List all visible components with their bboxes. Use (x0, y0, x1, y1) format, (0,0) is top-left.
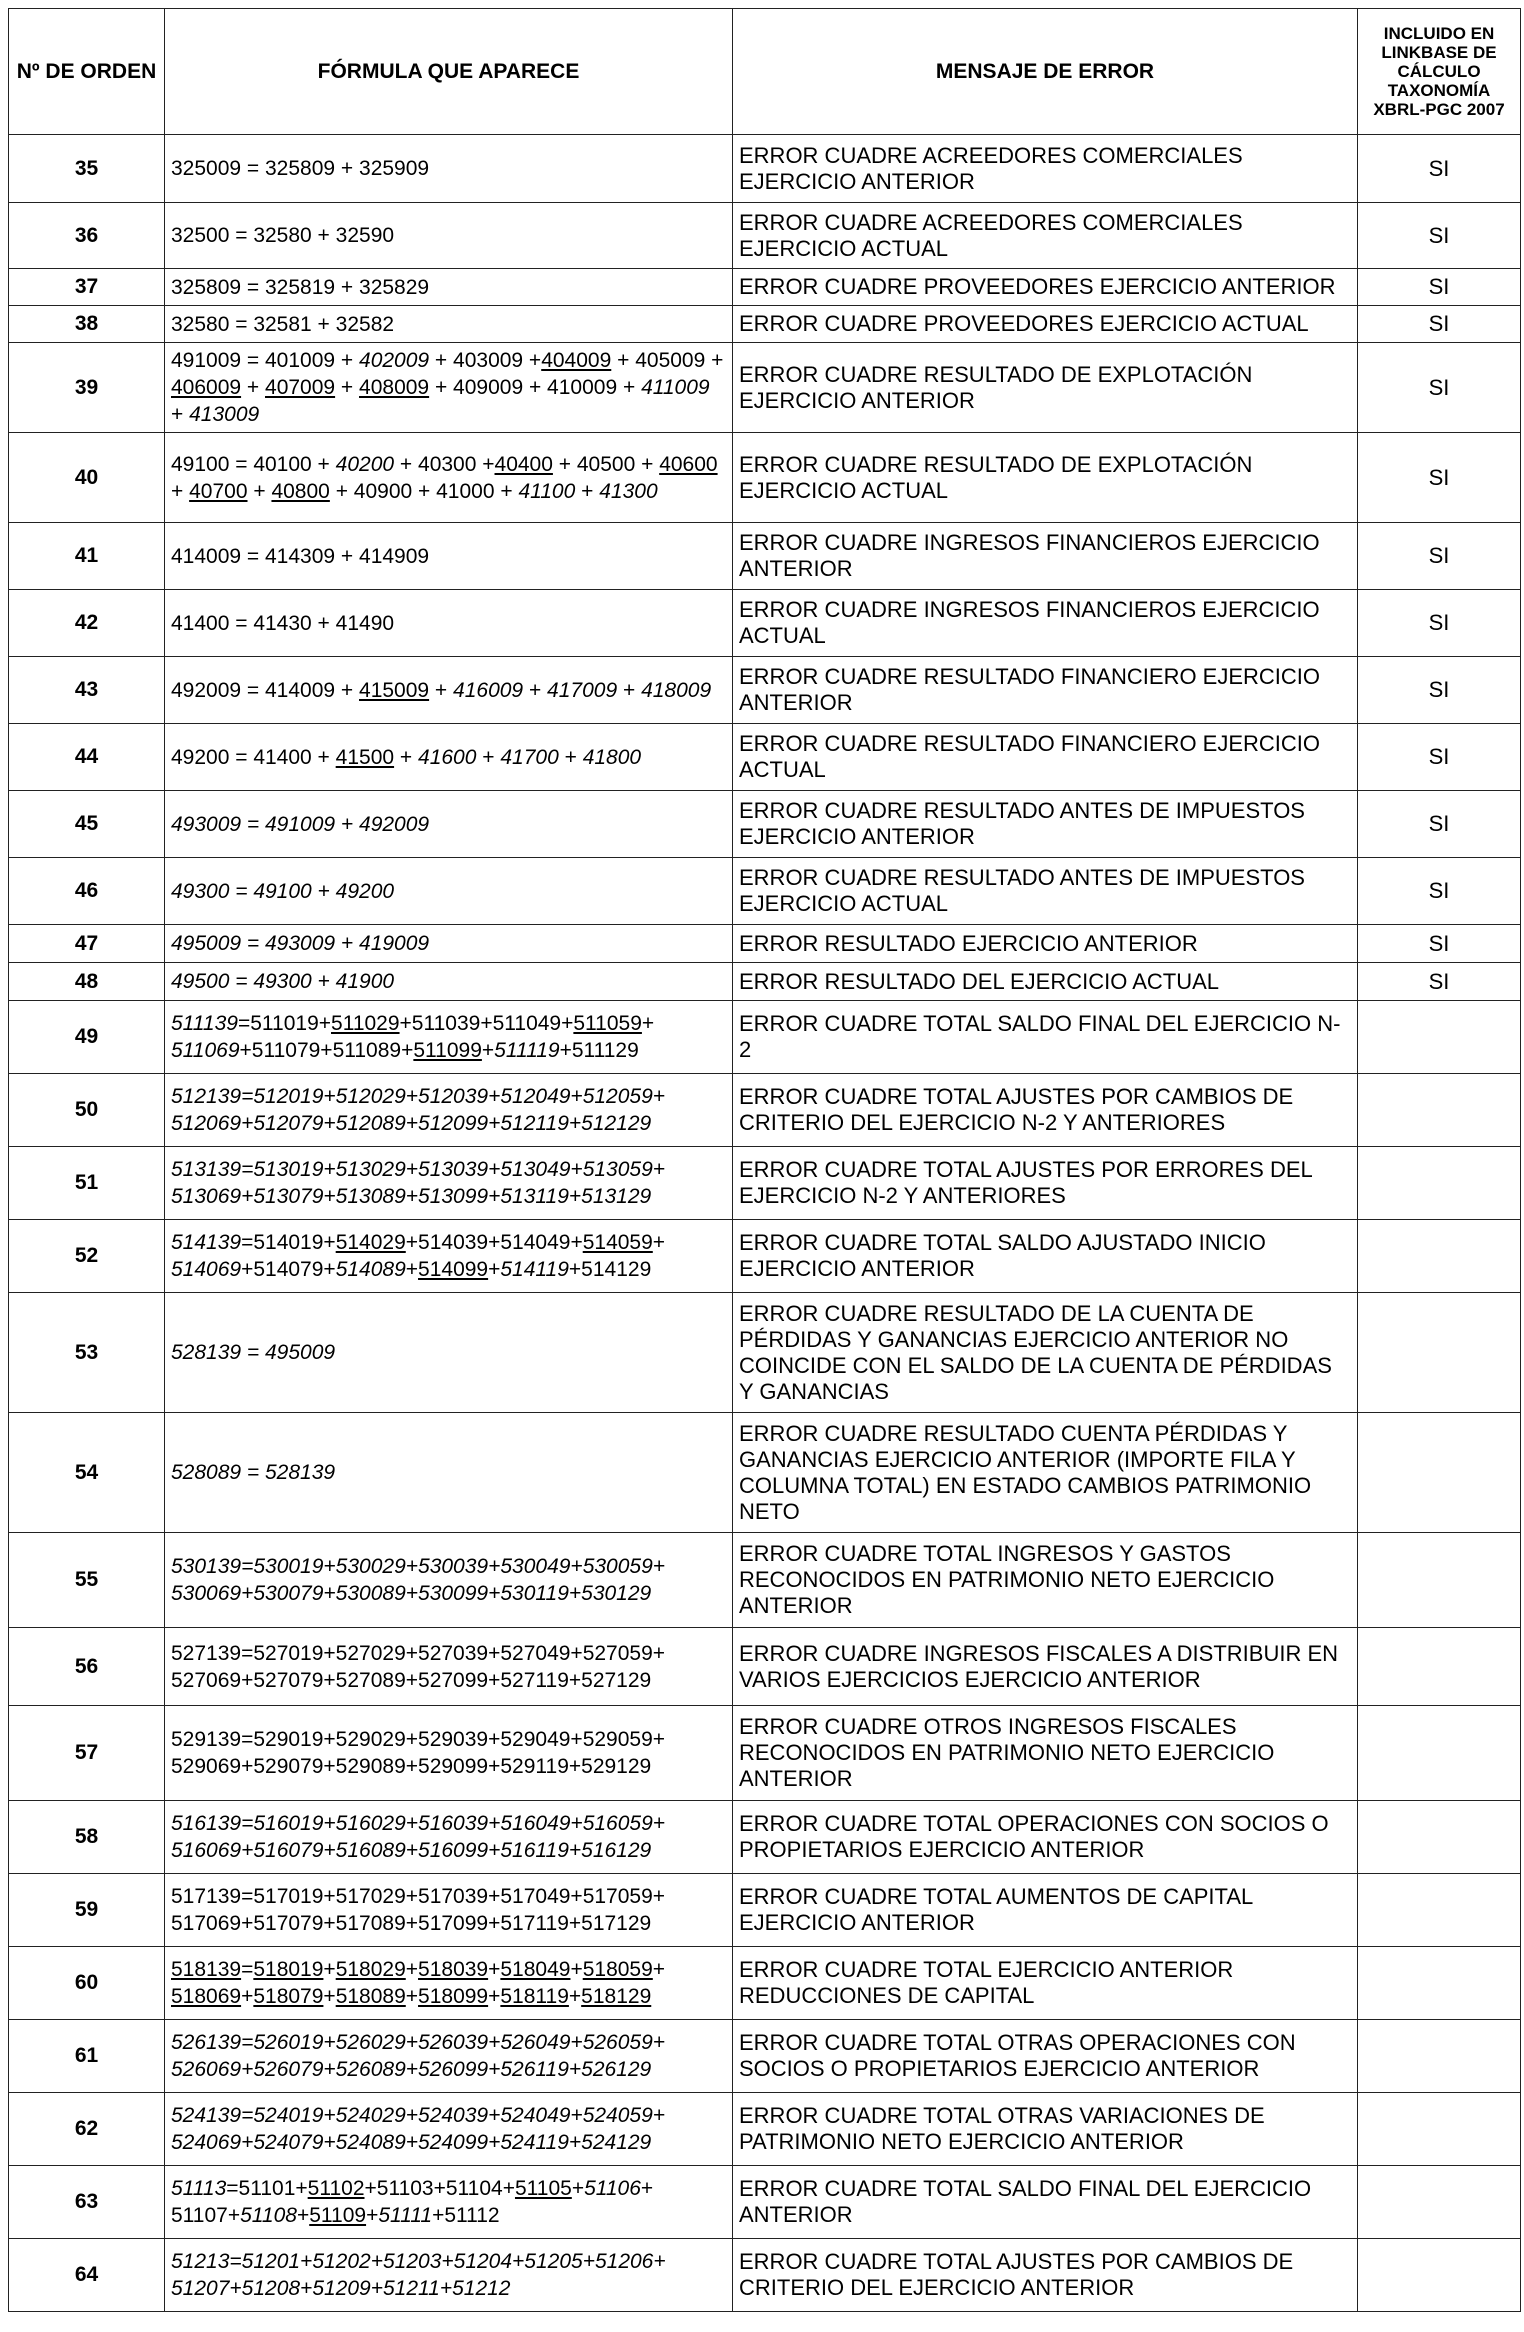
error-message: ERROR CUADRE RESULTADO DE LA CUENTA DE PÉRDIDAS Y GANANCIAS EJERCICIO ANTERIOR NO COINCIDE CON EL SALDO DE LA CUENTA DE PÉRDIDAS Y GANANCIAS (733, 1293, 1358, 1413)
error-message: ERROR CUADRE TOTAL AJUSTES POR CAMBIOS DE CRITERIO DEL EJERCICIO N-2 Y ANTERIORES (733, 1074, 1358, 1147)
order-number: 55 (9, 1533, 165, 1628)
table-row (9, 1947, 1521, 2020)
formula-segment: 516139=516019+516029+516039+516049+516059+ 516069+516079+516089+516099+516119+516129 (171, 1812, 666, 1862)
formula-segment: 511069 (171, 1039, 240, 1062)
formula-cell (165, 203, 733, 269)
formula-segment: + (366, 2204, 379, 2227)
formula-segment: 518119 (500, 1985, 569, 2008)
formula-cell (165, 2093, 733, 2166)
formula-cell (165, 657, 733, 724)
formula-cell (165, 1706, 733, 1801)
formula-segment: +514039+514049+ (405, 1231, 583, 1254)
error-message: ERROR CUADRE INGRESOS FINANCIEROS EJERCICIO ANTERIOR (733, 523, 1358, 590)
formula-cell (165, 1147, 733, 1220)
formula-segment: 406009 (171, 376, 242, 399)
formula-segment: 40700 (189, 479, 248, 503)
error-message: ERROR RESULTADO DEL EJERCICIO ACTUAL (733, 963, 1358, 1001)
order-number: 64 (9, 2239, 165, 2312)
included-flag: SI (1358, 858, 1521, 925)
order-number: 40 (9, 433, 165, 523)
included-flag: SI (1358, 925, 1521, 963)
formula-cell (165, 1628, 733, 1706)
order-number: 42 (9, 590, 165, 657)
table-row (9, 135, 1521, 203)
table-row (9, 1874, 1521, 1947)
order-number: 49 (9, 1001, 165, 1074)
formula-segment: 411009 (641, 376, 710, 399)
formula-segment: 518029 (335, 1958, 406, 1981)
header-formula: FÓRMULA QUE APARECE (165, 9, 733, 135)
formula-segment: 51106 (584, 2177, 641, 2200)
table-row (9, 2020, 1521, 2093)
error-message: ERROR RESULTADO EJERCICIO ANTERIOR (733, 925, 1358, 963)
table-row (9, 1001, 1521, 1074)
header-mensaje: MENSAJE DE ERROR (733, 9, 1358, 135)
formula-segment: 518049 (500, 1958, 571, 1981)
formula-segment: + (296, 2204, 310, 2227)
included-flag (1358, 1801, 1521, 1874)
table-row (9, 858, 1521, 925)
formula-segment: + (568, 1985, 582, 2008)
included-flag: SI (1358, 433, 1521, 523)
table-row (9, 1074, 1521, 1147)
order-number: 44 (9, 724, 165, 791)
table-row (9, 269, 1521, 306)
formula-cell (165, 343, 733, 433)
formula-segment: 514029 (335, 1231, 406, 1254)
included-flag (1358, 2239, 1521, 2312)
formula-segment: 511099 (413, 1039, 482, 1062)
formula-segment: 528139 = 495009 (171, 1341, 336, 1364)
formula-segment: + (323, 1958, 336, 1981)
included-flag: SI (1358, 306, 1521, 343)
table-row (9, 1413, 1521, 1533)
included-flag: SI (1358, 523, 1521, 590)
formula-segment: + (394, 745, 419, 769)
order-number: 50 (9, 1074, 165, 1147)
formula-segment: +514079+ (241, 1258, 336, 1281)
formula-segment: + (652, 1231, 666, 1254)
formula-segment: + 409009 + 410009 + (429, 376, 642, 399)
formula-segment: =511019+ (237, 1012, 332, 1035)
formula-segment: + (429, 678, 454, 702)
included-flag: SI (1358, 269, 1521, 306)
included-flag (1358, 1947, 1521, 2020)
formula-segment: 49200 = 41400 + (171, 745, 336, 769)
formula-segment: 40200 (335, 452, 395, 476)
formula-segment: + 40500 + (552, 452, 660, 476)
formula-cell (165, 1001, 733, 1074)
table-row (9, 2239, 1521, 2312)
error-message: ERROR CUADRE OTROS INGRESOS FISCALES RECONOCIDOS EN PATRIMONIO NETO EJERCICIO ANTERIOR (733, 1706, 1358, 1801)
formula-segment: 416009 (453, 678, 524, 702)
error-message: ERROR CUADRE TOTAL AUMENTOS DE CAPITAL EJERCICIO ANTERIOR (733, 1874, 1358, 1947)
formula-segment: 407009 (265, 376, 336, 399)
included-flag (1358, 1074, 1521, 1147)
formula-segment: + (405, 1258, 419, 1281)
formula-segment: 49100 = 40100 + (171, 452, 336, 476)
included-flag (1358, 2020, 1521, 2093)
formula-segment: 511139 (171, 1012, 238, 1035)
order-number: 35 (9, 135, 165, 203)
formula-segment: 51213=51201+51202+51203+51204+51205+51206+ 51207+51208+51209+51211+51212 (171, 2250, 666, 2300)
formula-segment: 518079 (253, 1985, 324, 2008)
formula-cell (165, 135, 733, 203)
included-flag: SI (1358, 724, 1521, 791)
formula-segment: 51109 (309, 2204, 367, 2227)
formula-segment: 526139=526019+526029+526039+526049+526059+ 526069+526079+526089+526099+526119+526129 (171, 2031, 666, 2081)
table-row (9, 963, 1521, 1001)
included-flag: SI (1358, 343, 1521, 433)
formula-segment: 514139 (171, 1231, 242, 1254)
formula-segment: 514069 (171, 1258, 242, 1281)
order-number: 36 (9, 203, 165, 269)
formula-segment: 32580 = 32581 + 32582 (171, 312, 395, 336)
formula-segment: 414009 = 414309 + 414909 (171, 544, 430, 568)
formula-cell (165, 963, 733, 1001)
formula-segment: 413009 (189, 403, 260, 426)
formula-cell (165, 1947, 733, 2020)
order-number: 45 (9, 791, 165, 858)
formula-segment: + (171, 479, 190, 503)
order-number: 48 (9, 963, 165, 1001)
formula-segment: +511039+511049+ (399, 1012, 574, 1035)
table-row (9, 1147, 1521, 1220)
formula-segment: 41100 (518, 479, 576, 503)
order-number: 60 (9, 1947, 165, 2020)
formula-segment: 40400 (494, 452, 553, 476)
formula-cell (165, 590, 733, 657)
formula-segment: + (488, 1258, 501, 1281)
included-flag: SI (1358, 203, 1521, 269)
formula-segment: + (617, 678, 642, 702)
formula-segment: 518069 (171, 1985, 242, 2008)
formula-segment: + (476, 745, 501, 769)
formula-cell (165, 306, 733, 343)
formula-segment: 518039 (418, 1958, 489, 1981)
order-number: 56 (9, 1628, 165, 1706)
included-flag (1358, 1001, 1521, 1074)
included-flag (1358, 2093, 1521, 2166)
error-message: ERROR CUADRE PROVEEDORES EJERCICIO ACTUAL (733, 306, 1358, 343)
formula-segment: 518059 (582, 1958, 653, 1981)
formula-segment: +51103+51104+ (364, 2177, 515, 2200)
error-message: ERROR CUADRE TOTAL AJUSTES POR ERRORES DEL EJERCICIO N-2 Y ANTERIORES (733, 1147, 1358, 1220)
formula-segment: 514059 (582, 1231, 653, 1254)
formula-segment: 41300 (599, 479, 658, 503)
error-message: ERROR CUADRE TOTAL SALDO AJUSTADO INICIO EJERCICIO ANTERIOR (733, 1220, 1358, 1293)
table-row (9, 925, 1521, 963)
included-flag: SI (1358, 657, 1521, 724)
formula-segment: 41800 (582, 745, 642, 769)
formula-segment: 518019 (253, 1958, 324, 1981)
formula-segment: 518089 (335, 1985, 406, 2008)
formula-segment: =51101+ (226, 2177, 308, 2200)
order-number: 59 (9, 1874, 165, 1947)
formula-cell (165, 1293, 733, 1413)
formula-segment: + (335, 376, 360, 399)
included-flag (1358, 1293, 1521, 1413)
formula-segment: 51111 (378, 2204, 433, 2227)
formula-segment: 512139=512019+512029+512039+512049+512059+ 512069+512079+512089+512099+512119+512129 (171, 1085, 666, 1135)
formula-cell (165, 2239, 733, 2312)
error-message: ERROR CUADRE RESULTADO ANTES DE IMPUESTOS EJERCICIO ACTUAL (733, 858, 1358, 925)
formula-segment: + (641, 1012, 655, 1035)
included-flag (1358, 1628, 1521, 1706)
formula-segment: + 405009 + (611, 349, 724, 372)
formula-segment: 517139=517019+517029+517039+517049+517059+ 517069+517079+517089+517099+517119+517129 (171, 1885, 666, 1935)
order-number: 46 (9, 858, 165, 925)
formula-segment: + (558, 745, 583, 769)
formula-segment: 492009 = 414009 + (171, 678, 360, 702)
error-message: ERROR CUADRE TOTAL OTRAS OPERACIONES CON SOCIOS O PROPIETARIOS EJERCICIO ANTERIOR (733, 2020, 1358, 2093)
formula-segment: 418009 (641, 678, 712, 702)
order-number: 58 (9, 1801, 165, 1874)
formula-cell (165, 858, 733, 925)
formula-cell (165, 925, 733, 963)
formula-cell (165, 1413, 733, 1533)
formula-cell (165, 1801, 733, 1874)
table-row (9, 657, 1521, 724)
formula-segment: 495009 = 493009 + 419009 (171, 932, 430, 955)
formula-segment: 402009 (359, 349, 430, 372)
formula-segment: 41600 (418, 745, 477, 769)
order-number: 52 (9, 1220, 165, 1293)
formula-segment: +514129 (568, 1258, 652, 1281)
table-row (9, 433, 1521, 523)
formula-segment: 518129 (581, 1985, 652, 2008)
order-number: 57 (9, 1706, 165, 1801)
error-message: ERROR CUADRE RESULTADO DE EXPLOTACIÓN EJERCICIO ANTERIOR (733, 343, 1358, 433)
order-number: 62 (9, 2093, 165, 2166)
order-number: 63 (9, 2166, 165, 2239)
formula-segment: + (481, 1039, 495, 1062)
formula-cell (165, 1533, 733, 1628)
formula-segment: + 40300 + (394, 452, 495, 476)
table-row (9, 1220, 1521, 1293)
formula-segment: 493009 = 491009 + 492009 (171, 812, 430, 836)
error-message: ERROR CUADRE TOTAL SALDO FINAL DEL EJERCICIO ANTERIOR (733, 2166, 1358, 2239)
order-number: 61 (9, 2020, 165, 2093)
formula-segment: 514119 (500, 1258, 569, 1281)
error-message: ERROR CUADRE ACREEDORES COMERCIALES EJERCICIO ANTERIOR (733, 135, 1358, 203)
formula-segment: + (241, 376, 266, 399)
formula-segment: 40800 (271, 479, 330, 503)
error-message: ERROR CUADRE TOTAL AJUSTES POR CAMBIOS DE CRITERIO DEL EJERCICIO ANTERIOR (733, 2239, 1358, 2312)
formula-segment: 530139=530019+530029+530039+530049+530059+ 530069+530079+530089+530099+530119+530129 (171, 1555, 666, 1605)
formula-segment: 513139=513019+513029+513039+513049+513059+ 513069+513079+513089+513099+513119+513129 (171, 1158, 666, 1208)
formula-segment: 40600 (659, 452, 718, 476)
formula-segment: 41400 = 41430 + 41490 (171, 611, 395, 635)
order-number: 41 (9, 523, 165, 590)
order-number: 43 (9, 657, 165, 724)
formula-segment: 49500 = 49300 + 41900 (171, 970, 395, 993)
formula-segment: 51105 (514, 2177, 572, 2200)
formula-segment: + (488, 1958, 501, 1981)
formula-segment: + (570, 1958, 583, 1981)
formula-segment: 32500 = 32580 + 32590 (171, 224, 395, 247)
formula-segment: 325009 = 325809 + 325909 (171, 157, 430, 180)
formula-segment: 518099 (418, 1985, 489, 2008)
formula-segment: 518139 (171, 1958, 242, 1981)
table-row (9, 2166, 1521, 2239)
included-flag: SI (1358, 791, 1521, 858)
formula-segment: 514089 (335, 1258, 406, 1281)
formula-segment: 528089 = 528139 (171, 1461, 336, 1484)
formula-cell (165, 2166, 733, 2239)
formula-segment: 511059 (573, 1012, 642, 1035)
table-body (9, 135, 1521, 2312)
error-message: ERROR CUADRE INGRESOS FINANCIEROS EJERCICIO ACTUAL (733, 590, 1358, 657)
included-flag (1358, 1147, 1521, 1220)
error-message: ERROR CUADRE RESULTADO FINANCIERO EJERCICIO ANTERIOR (733, 657, 1358, 724)
formula-segment: 415009 (359, 678, 430, 702)
order-number: 53 (9, 1293, 165, 1413)
formula-segment: + (247, 479, 272, 503)
formula-segment: + (488, 1985, 501, 2008)
formula-cell (165, 2020, 733, 2093)
included-flag (1358, 1874, 1521, 1947)
included-flag: SI (1358, 963, 1521, 1001)
table-row (9, 1533, 1521, 1628)
table-row (9, 523, 1521, 590)
formula-segment: 51102 (307, 2177, 365, 2200)
order-number: 54 (9, 1413, 165, 1533)
formula-segment: 325809 = 325819 + 325829 (171, 275, 430, 299)
error-message: ERROR CUADRE TOTAL INGRESOS Y GASTOS RECONOCIDOS EN PATRIMONIO NETO EJERCICIO ANTERIOR (733, 1533, 1358, 1628)
formula-cell (165, 1220, 733, 1293)
formula-segment: +511129 (559, 1039, 639, 1062)
formula-cell (165, 523, 733, 590)
formula-cell (165, 433, 733, 523)
formula-segment: 417009 (547, 678, 618, 702)
formula-segment: + (323, 1985, 336, 2008)
order-number: 47 (9, 925, 165, 963)
formula-segment: 524139=524019+524029+524039+524049+524059+ 524069+524079+524089+524099+524119+524129 (171, 2104, 666, 2154)
header-incluido: INCLUIDO EN LINKBASE DE CÁLCULO TAXONOMÍA XBRL-PGC 2007 (1358, 9, 1521, 135)
formula-table (8, 8, 1521, 2312)
error-message: ERROR CUADRE RESULTADO CUENTA PÉRDIDAS Y GANANCIAS EJERCICIO ANTERIOR (IMPORTE FILA Y COLUMNA TOTAL) EN ESTADO CAMBIOS PATRIMONIO NETO (733, 1413, 1358, 1533)
error-message: ERROR CUADRE RESULTADO ANTES DE IMPUESTOS EJERCICIO ANTERIOR (733, 791, 1358, 858)
formula-segment: + 51107+ (171, 2177, 654, 2227)
error-message: ERROR CUADRE RESULTADO DE EXPLOTACIÓN EJERCICIO ACTUAL (733, 433, 1358, 523)
formula-segment: 527139=527019+527029+527039+527049+527059+ 527069+527079+527089+527099+527119+527129 (171, 1641, 666, 1692)
formula-segment: + (405, 1958, 419, 1981)
formula-segment: + (575, 479, 600, 503)
table-row (9, 1801, 1521, 1874)
formula-segment: + (405, 1985, 419, 2008)
table-row (9, 203, 1521, 269)
table-row (9, 1293, 1521, 1413)
formula-segment: 41700 (500, 745, 559, 769)
table-row (9, 306, 1521, 343)
formula-segment: + 403009 + (429, 349, 542, 372)
table-row (9, 724, 1521, 791)
error-message: ERROR CUADRE PROVEEDORES EJERCICIO ANTERIOR (733, 269, 1358, 306)
formula-cell (165, 724, 733, 791)
formula-cell (165, 1074, 733, 1147)
formula-cell (165, 791, 733, 858)
error-message: ERROR CUADRE INGRESOS FISCALES A DISTRIBUIR EN VARIOS EJERCICIOS EJERCICIO ANTERIOR (733, 1628, 1358, 1706)
table-row (9, 590, 1521, 657)
formula-segment: + (241, 1985, 254, 2008)
formula-segment: 51108 (240, 2204, 297, 2227)
error-message: ERROR CUADRE TOTAL OPERACIONES CON SOCIOS O PROPIETARIOS EJERCICIO ANTERIOR (733, 1801, 1358, 1874)
error-message: ERROR CUADRE TOTAL SALDO FINAL DEL EJERCICIO N-2 (733, 1001, 1358, 1074)
formula-segment: 408009 (359, 376, 430, 399)
included-flag: SI (1358, 135, 1521, 203)
formula-segment: +511079+511089+ (239, 1039, 414, 1062)
formula-segment: 404009 (541, 349, 612, 372)
formula-segment: 41500 (335, 745, 395, 769)
order-number: 38 (9, 306, 165, 343)
header-row (9, 9, 1521, 135)
formula-segment: = (241, 1958, 254, 1981)
table-row (9, 1628, 1521, 1706)
order-number: 51 (9, 1147, 165, 1220)
formula-cell (165, 1874, 733, 1947)
included-flag (1358, 1413, 1521, 1533)
formula-segment: 51113 (171, 2177, 227, 2200)
table-row (9, 2093, 1521, 2166)
formula-segment: 529139=529019+529029+529039+529049+529059+ 529069+529079+529089+529099+529119+529129 (171, 1728, 666, 1778)
included-flag: SI (1358, 590, 1521, 657)
error-message: ERROR CUADRE RESULTADO FINANCIERO EJERCICIO ACTUAL (733, 724, 1358, 791)
header-orden: Nº DE ORDEN (9, 9, 165, 135)
formula-segment: + (171, 403, 190, 426)
formula-segment: + 40900 + 41000 + (329, 479, 519, 503)
formula-segment: =514019+ (241, 1231, 336, 1254)
formula-segment: 491009 = 401009 + (171, 349, 360, 372)
table-row (9, 343, 1521, 433)
included-flag (1358, 2166, 1521, 2239)
formula-segment: + (571, 2177, 585, 2200)
formula-segment: + (523, 678, 548, 702)
error-message: ERROR CUADRE ACREEDORES COMERCIALES EJERCICIO ACTUAL (733, 203, 1358, 269)
order-number: 37 (9, 269, 165, 306)
formula-segment: +51112 (432, 2204, 500, 2227)
formula-segment: 514099 (418, 1258, 489, 1281)
formula-segment: + (652, 1958, 666, 1981)
formula-cell (165, 269, 733, 306)
included-flag (1358, 1706, 1521, 1801)
formula-segment: 49300 = 49100 + 49200 (171, 879, 395, 903)
table-row (9, 1706, 1521, 1801)
order-number: 39 (9, 343, 165, 433)
included-flag (1358, 1533, 1521, 1628)
error-message: ERROR CUADRE TOTAL OTRAS VARIACIONES DE PATRIMONIO NETO EJERCICIO ANTERIOR (733, 2093, 1358, 2166)
included-flag (1358, 1220, 1521, 1293)
error-message: ERROR CUADRE TOTAL EJERCICIO ANTERIOR REDUCCIONES DE CAPITAL (733, 1947, 1358, 2020)
formula-segment: 511029 (331, 1012, 400, 1035)
table-row (9, 791, 1521, 858)
formula-segment: 511119 (494, 1039, 560, 1062)
